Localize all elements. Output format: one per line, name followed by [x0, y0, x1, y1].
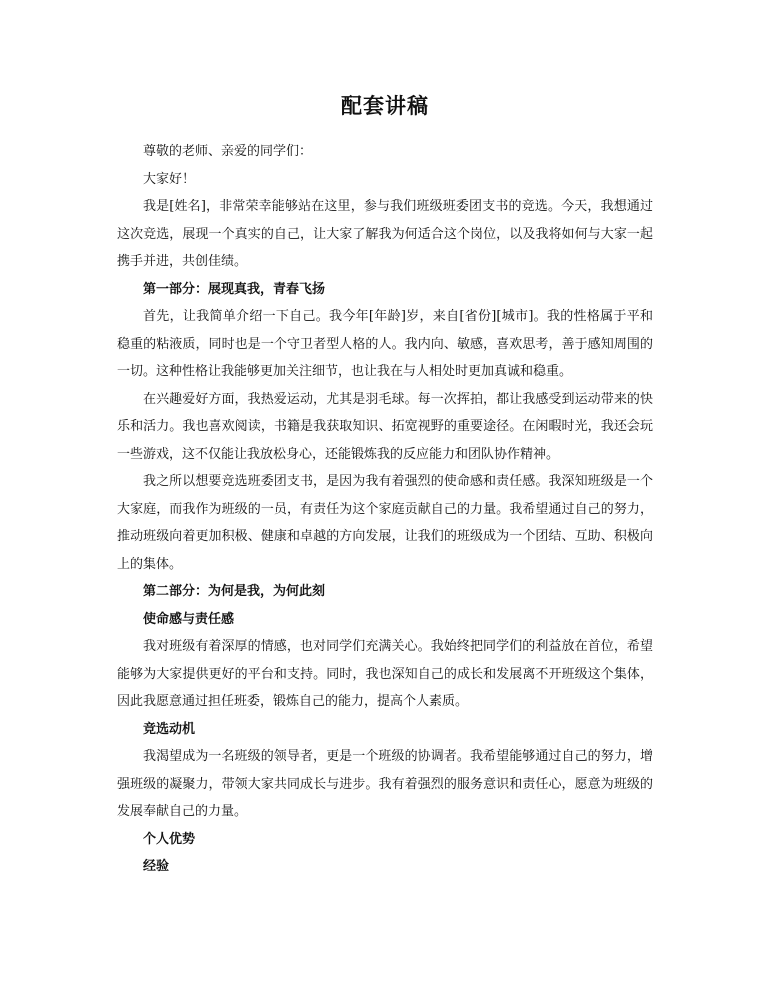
greeting: 大家好！ — [143, 171, 196, 187]
document-page — [117, 86, 653, 881]
subheading-experience: 经验 — [143, 859, 170, 874]
paragraph: 在兴趣爱好方面，我热爱运动，尤其是羽毛球。每一次挥拍，都让我感受到运动带来的快乐和活力。我也喜欢阅读，书籍是我获取知识、拓宽视野的重要途径。在闲暇时光，我还会玩一些游戏，这不仅能让我放松身心，还能锻炼我的反应能力和团队协作精神。 — [117, 391, 653, 462]
paragraph: 我渴望成为一名班级的领导者，更是一个班级的协调者。我希望能够通过自己的努力，增强班级的凝聚力，带领大家共同成长与进步。我有着强烈的服务意识和责任心，愿意为班级的发展奉献自己的力量。 — [117, 749, 653, 819]
section-heading-part1: 第一部分：展现真我，青春飞扬 — [143, 281, 326, 297]
document-title: 配套讲稿 — [341, 93, 429, 118]
section-heading-part2: 第二部分：为何是我，为何此刻 — [143, 584, 326, 599]
intro-paragraph: 我是[姓名]，非常荣幸能够站在这里，参与我们班级班委团支书的竞选。今天，我想通过这次竞选，展现一个真实的自己，让大家了解我为何适合这个岗位，以及我将如何与大家一起携手并进，共创佳绩。 — [117, 199, 653, 269]
subheading-mission: 使命感与责任感 — [143, 611, 235, 627]
subheading-motivation: 竞选动机 — [143, 721, 196, 737]
paragraph: 我对班级有着深厚的情感，也对同学们充满关心。我始终把同学们的利益放在首位，希望能够为大家提供更好的平台和支持。同时，我也深知自己的成长和发展离不开班级这个集体，因此我愿意通过担任班委，锻炼自己的能力，提高个人素质。 — [117, 639, 653, 709]
salutation: 尊敬的老师、亲爱的同学们： — [143, 144, 313, 159]
subheading-strengths: 个人优势 — [143, 831, 196, 847]
paragraph: 我之所以想要竞选班委团支书，是因为我有着强烈的使命感和责任感。我深知班级是一个大家庭，而我作为班级的一员，有责任为这个家庭贡献自己的力量。我希望通过自己的努力，推动班级向着更加积极、健康和卓越的方向发展，让我们的班级成为一个团结、互助、积极向上的集体。 — [117, 474, 653, 572]
paragraph: 首先，让我简单介绍一下自己。我今年[年龄]岁，来自[省份][城市]。我的性格属于平和稳重的粘液质，同时也是一个守卫者型人格的人。我内向、敏感，喜欢思考，善于感知周围的一切。这种性格让我能够更加关注细节，也让我在与人相处时更加真诚和稳重。 — [117, 309, 653, 379]
